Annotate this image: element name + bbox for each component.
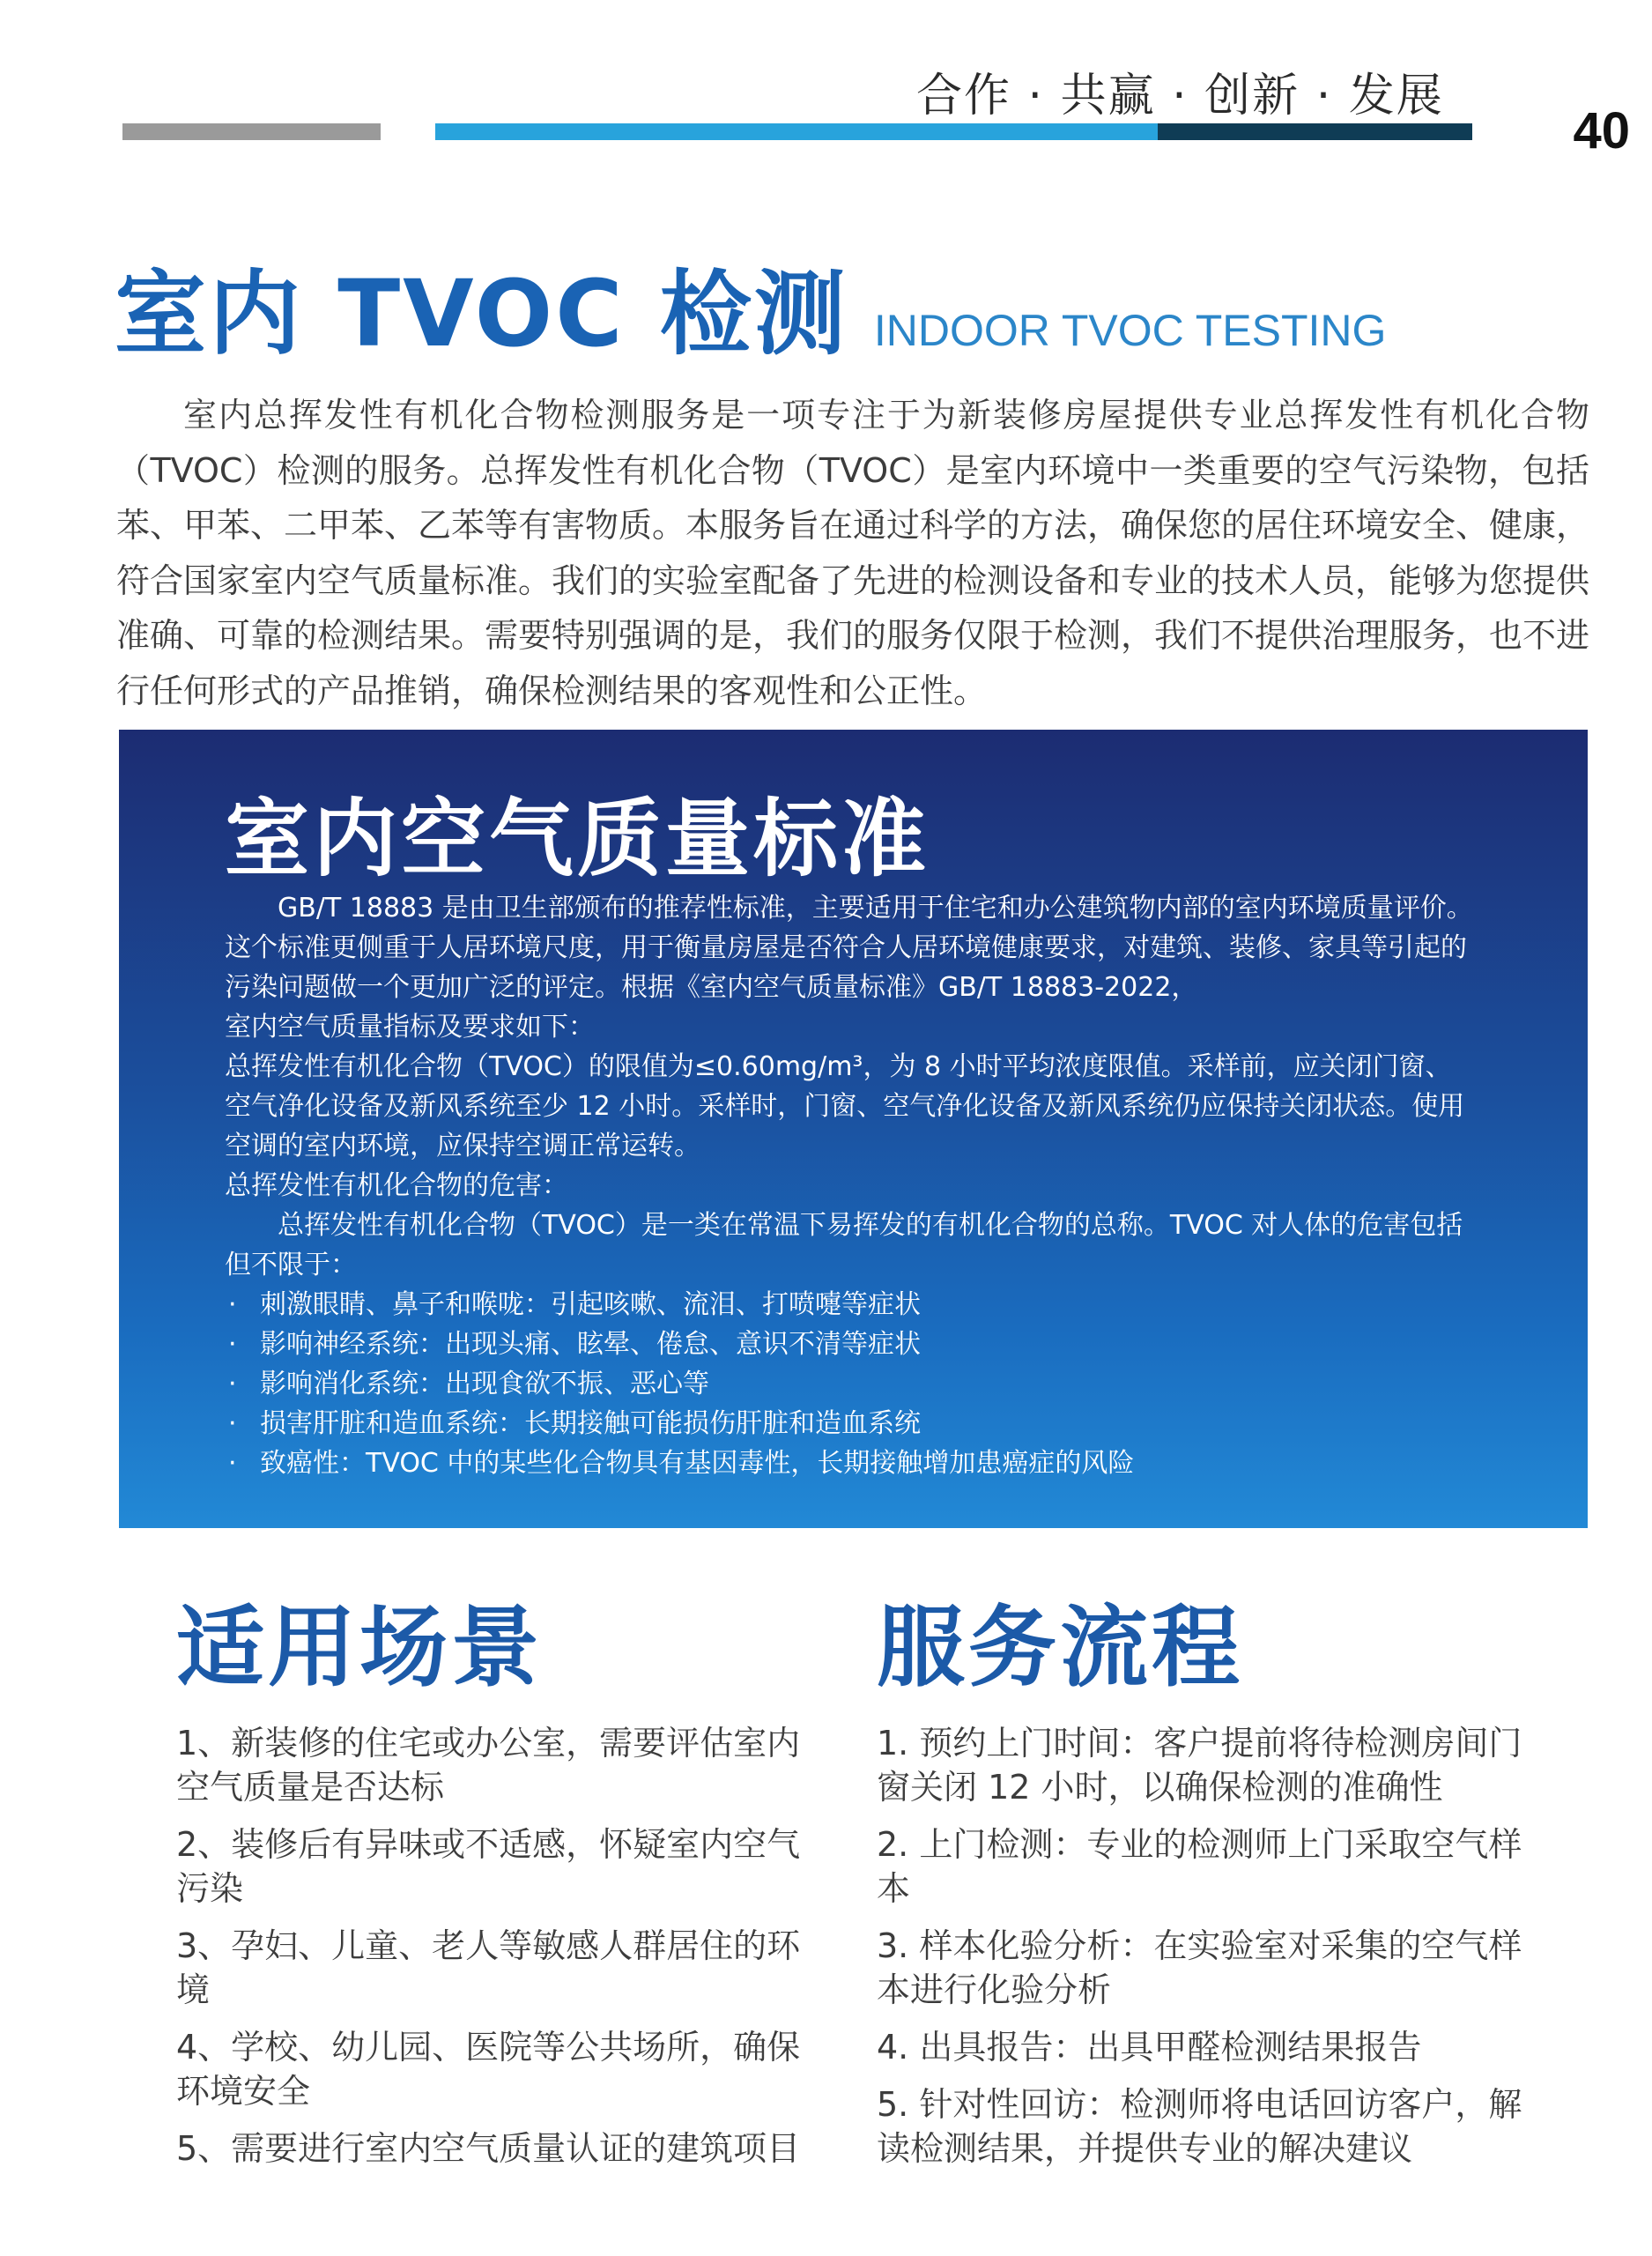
- panel-paragraph: 总挥发性有机化合物的危害：: [225, 1170, 568, 1201]
- hazard-list: [225, 1285, 1476, 1483]
- panel-title: 室内空气质量标准: [225, 790, 930, 888]
- process-section: [877, 1591, 1529, 2184]
- process-step: 2. 上门检测：专业的检测师上门采取空气样本: [877, 1825, 1522, 1908]
- panel-paragraph: 室内空气质量指标及要求如下：: [225, 1012, 595, 1043]
- process-step: 1. 预约上门时间：客户提前将待检测房间门窗关闭 12 小时，以确保检测的准确性: [877, 1724, 1522, 1807]
- panel-paragraph: 总挥发性有机化合物（TVOC）的限值为≤0.60mg/m³，为 8 小时平均浓度限值。采样前，应关闭门窗、空气净化设备及新风系统至少 12 小时。采样时，门窗、空气净化设备及新风系统仍应保持关闭状态。使用空调的室内环境，应保持空调正常运转。: [225, 1051, 1465, 1161]
- standard-panel: [119, 730, 1588, 1528]
- bullet-icon: ·: [228, 1369, 237, 1399]
- scenarios-section: [176, 1591, 828, 2184]
- page-title-english: INDOOR TVOC TESTING: [873, 306, 1387, 355]
- scenarios-title: 适用场景: [176, 1596, 543, 1699]
- header-bar-blue: [435, 123, 1158, 140]
- scenarios-list: [176, 1721, 828, 2171]
- scenario-item: 4、学校、幼儿园、医院等公共场所，确保环境安全: [176, 2028, 801, 2111]
- process-list: [877, 1721, 1529, 2171]
- process-title: 服务流程: [877, 1596, 1243, 1699]
- header-bar-gray: [122, 123, 381, 140]
- hazard-item: [225, 1404, 1476, 1443]
- process-step: 3. 样本化验分析：在实验室对采集的空气样本进行化验分析: [877, 1926, 1522, 2009]
- header-bar-navy: [1158, 123, 1472, 140]
- header-tagline: 合作 · 共赢 · 创新 · 发展: [916, 70, 1444, 122]
- hazard-item: [225, 1325, 1476, 1364]
- scenario-item: 1、新装修的住宅或办公室，需要评估室内空气质量是否达标: [176, 1724, 801, 1807]
- hazard-text: 影响神经系统：出现头痛、眩晕、倦怠、意识不清等症状: [260, 1329, 921, 1360]
- hazard-item: [225, 1443, 1476, 1483]
- scenario-item: 3、孕妇、儿童、老人等敏感人群居住的环境: [176, 1926, 801, 2009]
- intro-paragraph: 室内总挥发性有机化合物检测服务是一项专注于为新装修房屋提供专业总挥发性有机化合物（TVOC）检测的服务。总挥发性有机化合物（TVOC）是室内环境中一类重要的空气污染物，包括苯、甲苯、二甲苯、乙苯等有害物质。本服务旨在通过科学的方法，确保您的居住环境安全、健康，符合国家室内空气质量标准。我们的实验室配备了先进的检测设备和专业的技术人员，能够为您提供准确、可靠的检测结果。需要特别强调的是，我们的服务仅限于检测，我们不提供治理服务，也不进行任何形式的产品推销，确保检测结果的客观性和公正性。: [116, 396, 1590, 710]
- hazard-item: [225, 1285, 1476, 1325]
- panel-paragraph: 总挥发性有机化合物（TVOC）是一类在常温下易挥发的有机化合物的总称。TVOC 对人体的危害包括但不限于：: [225, 1210, 1463, 1280]
- bullet-icon: ·: [228, 1408, 237, 1439]
- bullet-icon: ·: [228, 1329, 237, 1360]
- hazard-item: [225, 1364, 1476, 1404]
- hazard-text: 影响消化系统：出现食欲不振、恶心等: [260, 1369, 709, 1399]
- scenario-item: 5、需要进行室内空气质量认证的建筑项目: [176, 2129, 801, 2168]
- hazard-text: 刺激眼睛、鼻子和喉咙：引起咳嗽、流泪、打喷嚏等症状: [260, 1289, 921, 1320]
- process-step: 5. 针对性回访：检测师将电话回访客户，解读检测结果，并提供专业的解决建议: [877, 2085, 1522, 2168]
- scenario-item: 2、装修后有异味或不适感，怀疑室内空气污染: [176, 1825, 801, 1908]
- bullet-icon: ·: [228, 1289, 237, 1320]
- panel-body: [225, 888, 1476, 1483]
- hazard-text: 致癌性：TVOC 中的某些化合物具有基因毒性，长期接触增加患癌症的风险: [260, 1448, 1135, 1479]
- page-number: 40: [1573, 102, 1630, 160]
- bullet-icon: ·: [228, 1448, 237, 1479]
- panel-paragraph: GB/T 18883 是由卫生部颁布的推荐性标准，主要适用于住宅和办公建筑物内部的室内环境质量评价。这个标准更侧重于人居环境尺度，用于衡量房屋是否符合人居环境健康要求，对建筑、装修、家具等引起的污染问题做一个更加广泛的评定。根据《室内空气质量标准》GB/T 18883-2022，: [225, 893, 1473, 1003]
- process-step: 4. 出具报告：出具甲醛检测结果报告: [877, 2028, 1422, 2067]
- hazard-text: 损害肝脏和造血系统：长期接触可能损伤肝脏和造血系统: [260, 1408, 921, 1439]
- page-title: [115, 240, 1386, 372]
- page-title-main: 室内 TVOC 检测: [115, 260, 848, 367]
